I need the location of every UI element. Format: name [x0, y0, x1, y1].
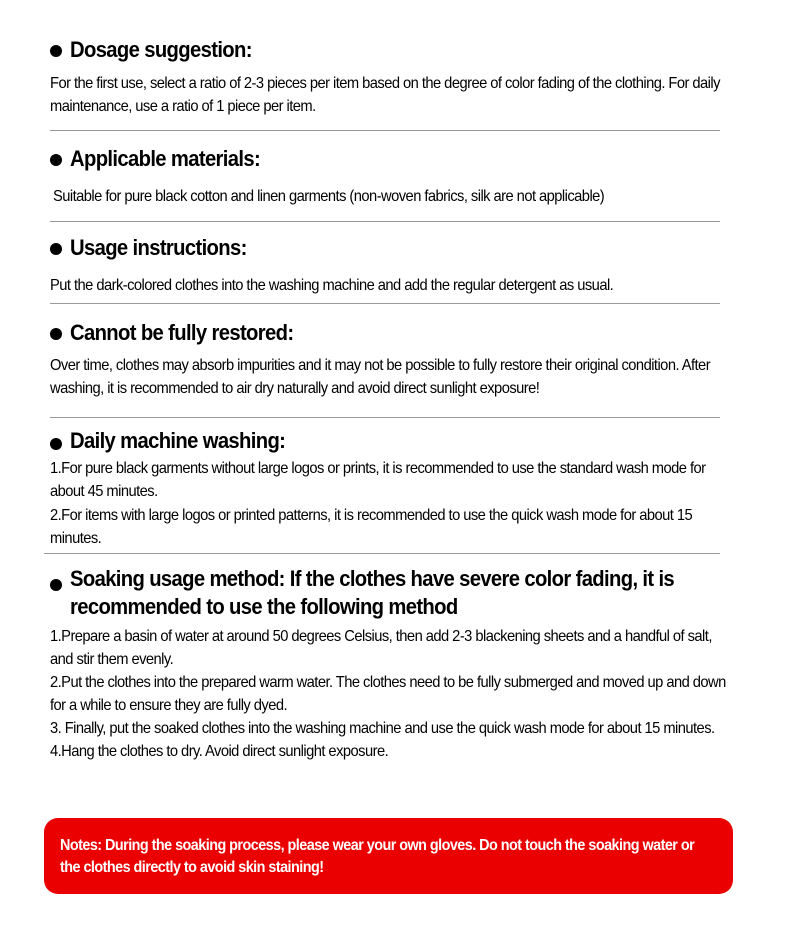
body-restore: Over time, clothes may absorb impurities and it may not be possible to fully restore their original condition. After washing, it is recommended to air dry naturally and avoid direct sunlight exposure!	[50, 357, 711, 397]
section-heading	[50, 565, 730, 621]
heading-soaking: Soaking usage method: If the clothes have severe color fading, it is recommended to use the following method	[70, 566, 675, 619]
bullet-icon	[50, 243, 62, 255]
bullet-icon	[50, 45, 62, 57]
divider	[50, 303, 720, 304]
body-soaking-3: 3. Finally, put the soaked clothes into the washing machine and use the quick wash mode for about 15 minutes.	[50, 720, 715, 737]
section-heading	[50, 36, 730, 64]
bullet-icon	[50, 438, 62, 450]
section-heading	[50, 319, 730, 347]
section-heading	[50, 234, 730, 262]
bullet-icon	[50, 579, 62, 591]
heading-usage: Usage instructions:	[70, 235, 247, 260]
body-materials: Suitable for pure black cotton and linen garments (non-woven fabrics, silk are not applicable)	[53, 188, 605, 205]
bullet-icon	[50, 328, 62, 340]
section-soaking	[50, 565, 730, 763]
bullet-icon	[50, 154, 62, 166]
heading-restore: Cannot be fully restored:	[70, 320, 294, 345]
divider	[50, 417, 720, 418]
section-heading	[50, 427, 730, 455]
body-usage: Put the dark-colored clothes into the washing machine and add the regular detergent as usual.	[50, 277, 614, 294]
section-dosage	[50, 36, 730, 118]
body-machine-washing-2: 2.For items with large logos or printed patterns, it is recommended to use the quick wash mode for about 15 minutes.	[50, 507, 693, 547]
section-restore	[50, 319, 730, 400]
section-machine-washing	[50, 427, 730, 550]
section-materials	[50, 145, 730, 208]
divider	[50, 221, 720, 222]
body-soaking-2: 2.Put the clothes into the prepared warm water. The clothes need to be fully submerged and moved up and down for a while to ensure they are fully dyed.	[50, 674, 726, 714]
notes-text: Notes: During the soaking process, please wear your own gloves. Do not touch the soaking water or the clothes directly to avoid skin staining!	[60, 837, 695, 876]
heading-materials: Applicable materials:	[70, 146, 261, 171]
section-usage	[50, 234, 730, 297]
divider	[50, 130, 720, 131]
body-machine-washing-1: 1.For pure black garments without large logos or prints, it is recommended to use the standard wash mode for about 45 minutes.	[50, 460, 706, 500]
body-soaking-4: 4.Hang the clothes to dry. Avoid direct sunlight exposure.	[50, 743, 389, 760]
heading-machine-washing: Daily machine washing:	[70, 428, 286, 453]
heading-dosage: Dosage suggestion:	[70, 37, 252, 62]
body-soaking-1: 1.Prepare a basin of water at around 50 degrees Celsius, then add 2-3 blackening sheets and a handful of salt, and stir them evenly.	[50, 628, 712, 668]
section-heading	[50, 145, 730, 173]
body-dosage: For the first use, select a ratio of 2-3 pieces per item based on the degree of color fading of the clothing. For daily maintenance, use a ratio of 1 piece per item.	[50, 75, 720, 115]
notes-box	[44, 818, 733, 894]
divider	[44, 553, 720, 554]
